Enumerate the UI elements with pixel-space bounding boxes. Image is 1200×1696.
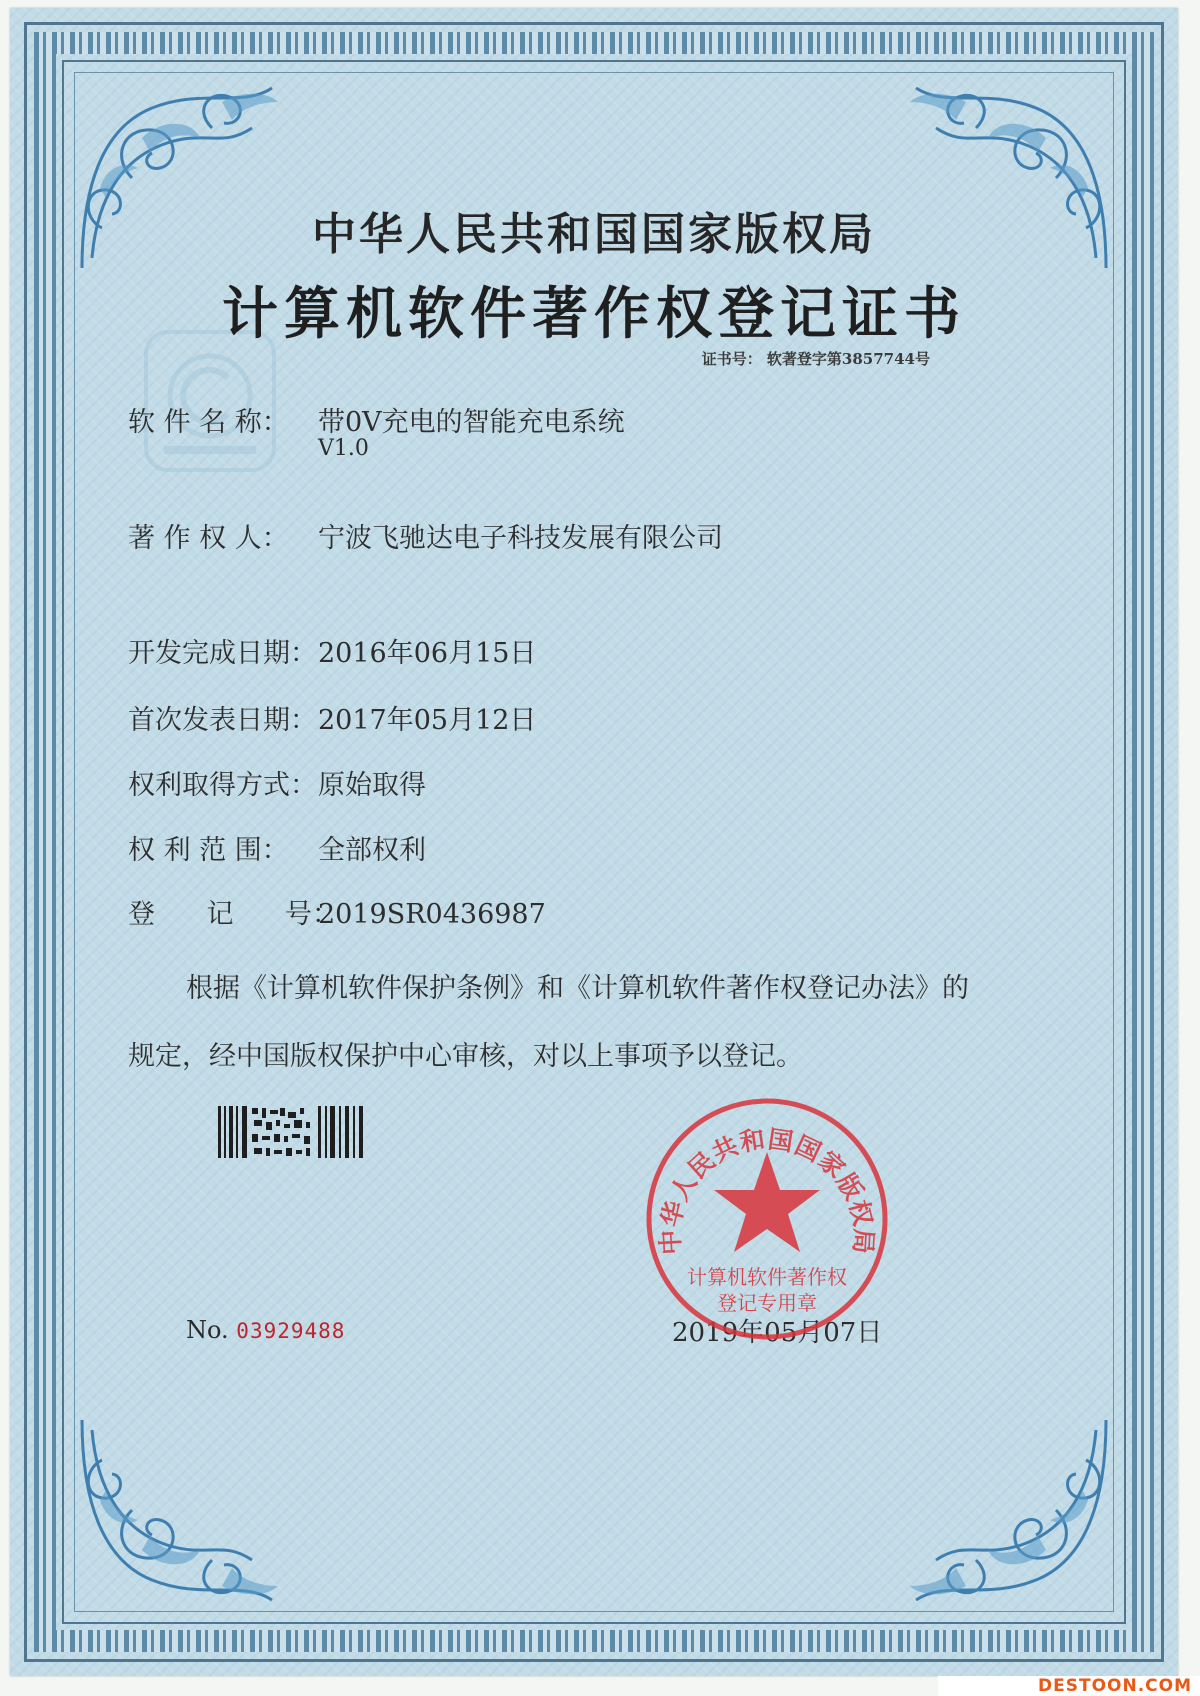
site-watermark-text: DESTOON.COM (1038, 1676, 1192, 1696)
field-software-name (128, 400, 625, 439)
serial-digits: 03929488 (236, 1319, 346, 1343)
field-value: 带0V充电的智能充电系统 (318, 407, 625, 438)
barcode-icon (218, 1106, 368, 1158)
field-value: 全部权利 (318, 835, 426, 866)
field-label: 首次发表日期： (128, 705, 317, 736)
field-label: 权利取得方式： (128, 770, 317, 801)
field-label: 著 作 权 人： (128, 523, 289, 554)
serial-prefix: No. (186, 1316, 229, 1344)
site-watermark-bar (938, 1676, 1200, 1696)
field-development-date (128, 631, 536, 670)
field-label: 开发完成日期： (128, 638, 317, 669)
certificate-title: 计算机软件著作权登记证书 (222, 281, 966, 347)
issuing-authority: 中华人民共和国国家版权局 (312, 209, 876, 260)
field-value: 2017年05月12日 (318, 705, 537, 736)
statement-line-1: 根据《计算机软件保护条例》和《计算机软件著作权登记办法》的 (186, 973, 969, 1004)
field-label: 权 利 范 围： (128, 835, 289, 866)
field-publication-date (128, 698, 536, 737)
serial-number (186, 1316, 345, 1344)
issue-date: 2019年05月07日 (672, 1318, 883, 1348)
field-copyright-owner (128, 516, 723, 555)
field-label: 软 件 名 称： (128, 407, 289, 438)
ornament-corner-bottom-left (72, 1410, 322, 1620)
field-value: 原始取得 (318, 770, 426, 801)
seal-line-1: 计算机软件著作权 (687, 1265, 847, 1289)
certificate-number: 证书号： 软著登字第3857744号 (701, 350, 930, 368)
field-value: 2016年06月15日 (318, 638, 537, 669)
statement-line-2: 规定，经中国版权保护中心审核，对以上事项予以登记。 (128, 1041, 803, 1072)
seal-line-2: 登记专用章 (717, 1291, 817, 1315)
field-value: 2019SR0436987 (318, 899, 546, 930)
field-value: 宁波飞驰达电子科技发展有限公司 (318, 523, 723, 554)
field-label: 登 记 号： (128, 899, 339, 930)
software-version: V1.0 (318, 436, 369, 461)
field-registration-number (128, 892, 546, 931)
official-seal-stamp (642, 1094, 892, 1344)
certificate-sheet (10, 8, 1178, 1676)
seal-arc-text: 中华人民共和国国家版权局 (655, 1124, 879, 1256)
field-rights-scope (128, 828, 426, 867)
ornament-corner-bottom-right (866, 1410, 1116, 1620)
field-acquisition-method (128, 763, 426, 802)
